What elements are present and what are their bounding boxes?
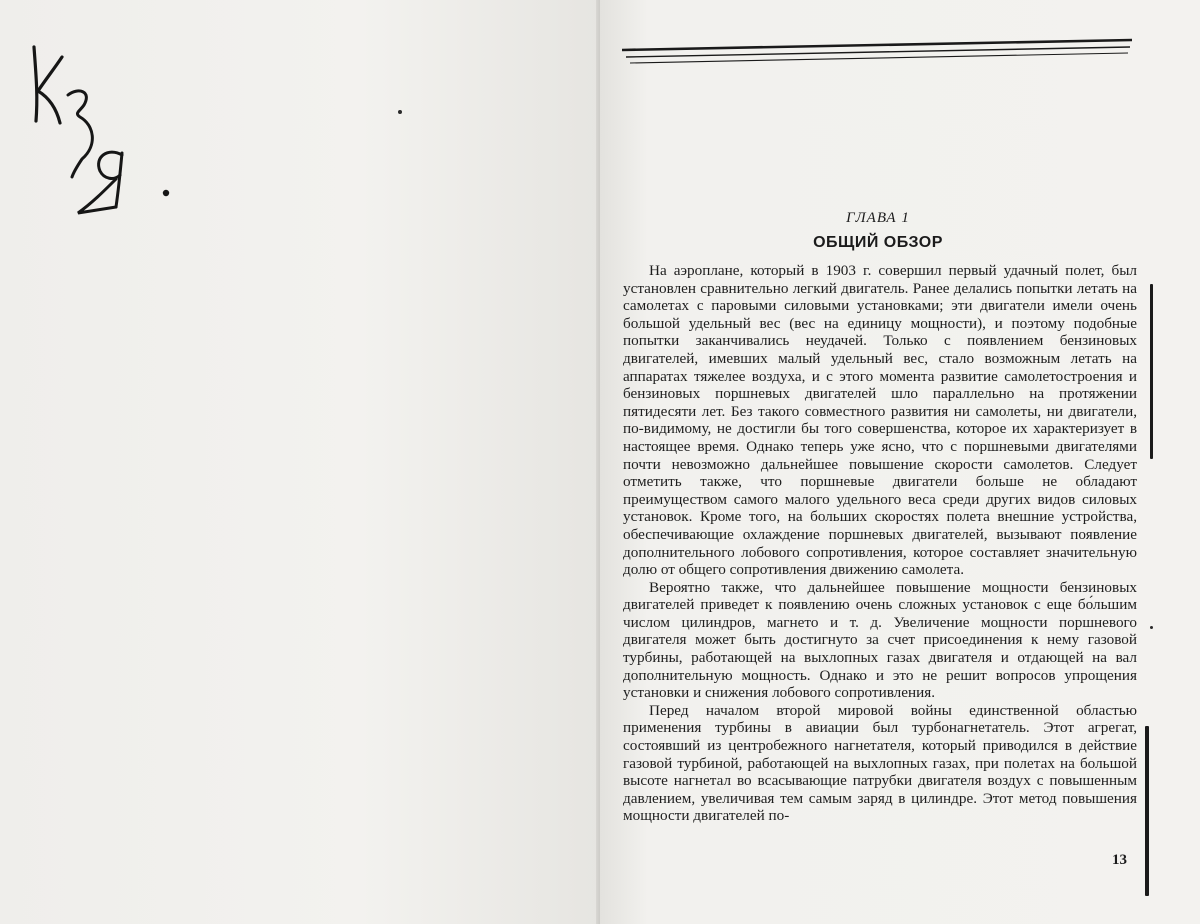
body-text bbox=[623, 262, 1137, 825]
page-number: 13 bbox=[1112, 852, 1127, 868]
margin-mark-2 bbox=[1145, 726, 1149, 896]
ink-speck bbox=[398, 110, 402, 114]
paragraph-2: Вероятно также, что дальнейшее повышение мощности бензиновых двигателей приведет к появлению очень сложных установок с еще бо́льшим числом цилиндров, магнето и т. д. Увеличение мощности поршневого двигателя может быть достигнуто за счет присоединения к нему газовой турбины, работающей на выхлопных газах двигателя и отдающей на вал дополнительную мощность. Однако и это не решит вопросов упрощения установки и снижения лобового сопротивления. bbox=[623, 578, 1137, 702]
decorative-header-rule bbox=[622, 38, 1132, 68]
chapter-title: ОБЩИЙ ОБЗОР bbox=[813, 234, 943, 251]
margin-dot bbox=[1150, 626, 1153, 629]
handwritten-annotation bbox=[20, 35, 180, 235]
chapter-label: ГЛАВА 1 bbox=[846, 210, 910, 226]
paragraph-1: На аэроплане, который в 1903 г. совершил первый удачный полет, был установлен сравнительно легкий двигатель. Ранее делались попытки летать на самолетах с паровыми силовыми установками; эти двигатели имели очень большой удельный вес (вес на единицу мощности), и поэтому подобные попытки заканчивались неудачей. Только с появлением бензиновых двигателей, имевших малый удельный вес, стало возможным летать на аппаратах тяжелее воздуха, и с этого момента развитие самолетостроения и бензиновых поршневых двигателей шло параллельно на протяжении пятидесяти лет. Без такого совместного развития ни самолеты, ни двигатели, по-видимому, не достигли бы того совершенства, которое их характеризует в настоящее время. Однако теперь уже ясно, что с поршневыми двигателями почти невозможно дальнейшее повышение скорости самолетов. Следует отметить также, что поршневые двигатели больше не обладают преимуществом самого малого удельного веса среди других видов силовых установок. Кроме того, на больших скоростях полета внешние устройства, обеспечивающие охлаждение поршневых двигателей, вызывают появление дополнительного лобового сопротивления, которое составляет значительную долю от общего сопротивления движению самолета. bbox=[623, 262, 1137, 579]
margin-mark-1 bbox=[1150, 284, 1153, 459]
paragraph-3: Перед началом второй мировой войны единственной областью применения турбины в авиации был турбонагнетатель. Этот агрегат, состоявший из центробежного нагнетателя, который приводился в действие газовой турбиной, работающей на выхлопных газах, при полетах на большой высоте нагнетал во всасывающие патрубки двигателя воздух с повышенным давлением, увеличивая тем самым заряд в цилиндре. Этот метод повышения мощности двигателей по- bbox=[623, 701, 1137, 825]
